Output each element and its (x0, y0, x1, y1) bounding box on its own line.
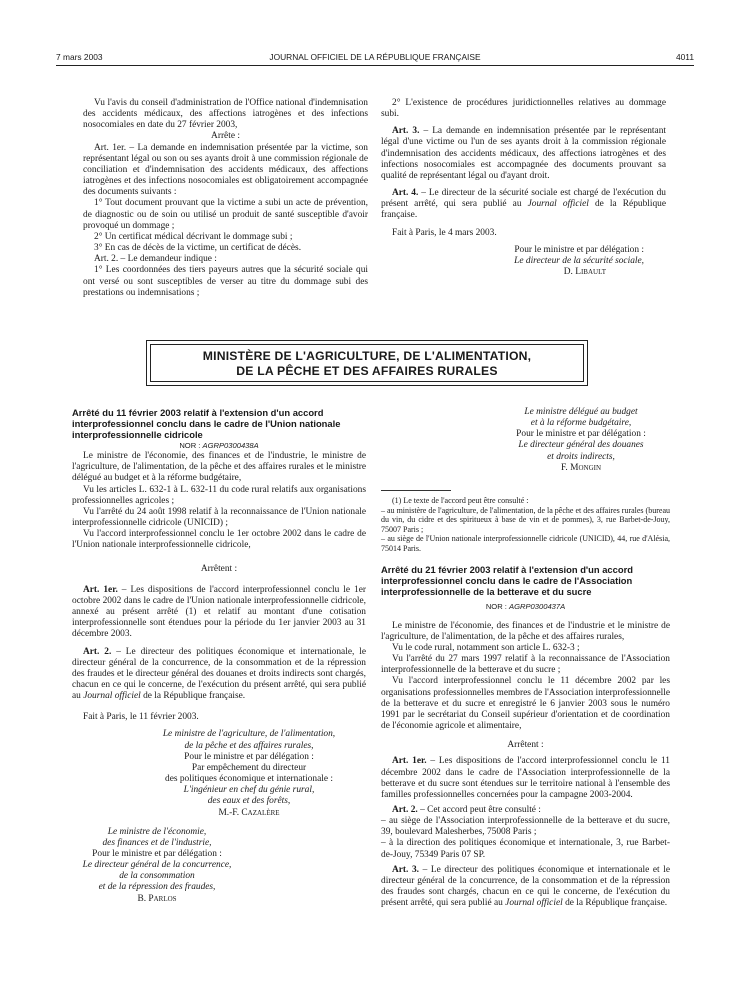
signature-line: de la pêche et des affaires rurales, (184, 740, 314, 751)
signature-line: des finances et de l'industrie, (102, 837, 212, 848)
footnote-line: – au ministère de l'agriculture, de l'alimentation, de la pêche et des affaires rurales (bureau du vin, du cidre et des spiritueux à base de vin et de pommes), 3, rue Barbet-de-Jouy, 75007 Paris ; (381, 505, 670, 534)
signature-name: F. Mongin (560, 462, 602, 473)
nor-value: AGRP0300437A (509, 601, 566, 611)
header-journal-title: JOURNAL OFFICIEL DE LA RÉPUBLIQUE FRANÇAISE (269, 52, 481, 62)
paragraph: Vu les articles L. 632-1 à L. 632-11 du code rural relatifs aux organisations professionnelles agricoles ; (72, 484, 366, 506)
lower-right-column (381, 407, 670, 909)
article-1 (72, 585, 366, 641)
article-label: Art. 2. (392, 805, 418, 815)
signature-line: des eaux et des forêts, (207, 796, 291, 807)
paragraph: Art. 2. – Le demandeur indique : (94, 254, 217, 265)
signature-line: Pour le ministre et par délégation : (92, 849, 222, 859)
nor-label: NOR : (179, 441, 203, 450)
article-2 (381, 805, 670, 816)
nor-reference (381, 601, 670, 612)
paragraph: 1° Les coordonnées des tiers payeurs autres que la sécurité sociale qui ont versé ou sont susceptibles de verser au titre du dommage subi des prestations ou indemnisations ; (83, 265, 368, 298)
signature-line: Pour le ministre et par délégation : (514, 244, 644, 255)
header-page-number: 4011 (675, 52, 694, 62)
footnote-rule (381, 490, 451, 491)
signature-line: Le directeur général des douanes (518, 440, 644, 451)
article-2 (72, 647, 366, 703)
signature-block-agriculture (72, 729, 366, 818)
article-text: – Cet accord peut être consulté : (417, 805, 541, 815)
arrete-title: Arrêté du 21 février 2003 relatif à l'extension d'un accord interprofessionnel conclu dans le cadre de l'Association interprofessionnelle de la betterave et du sucre (381, 563, 633, 597)
article-label: Art. 2. (83, 646, 112, 657)
article-text: de la République française. (140, 691, 246, 702)
list-item: – au siège de l'Association interprofessionnelle de la betterave et du sucre, 39, boulevard Malesherbes, 75008 Paris ; (381, 816, 670, 838)
journal-officiel-ref: Journal officiel (527, 199, 589, 210)
nor-reference (72, 440, 366, 451)
journal-officiel-ref: Journal officiel (83, 691, 141, 702)
paragraph: Vu l'accord interprofessionnel conclu le 11 décembre 2002 par les organisations professionnelles membres de l'Association interprofessionnelle de la betterave et du sucre et enregistré le 6 janvier 2003 sous le numéro 1991 par le secrétariat du Conseil supérieur d'orientation et de coordination de l'économie agricole et alimentaire, (381, 676, 670, 732)
paragraph: Le ministre de l'économie, des finances et de l'industrie, le ministre de l'agriculture, de l'alimentation, de la pêche et des affaires rurales et le ministre délégué au budget et à la réforme budgétaire, (72, 451, 366, 484)
nor-label: NOR : (485, 601, 510, 611)
article-text: – Le directeur des politiques économique et internationale, le directeur général de la concurrence, de la consommation et de la répression des fraudes et le directeur général des douanes et droits indirects sont chargés, chacun en ce qui le concerne, de l'exécution du présent arrêté, qui sera publié au (72, 646, 366, 702)
signature-line: et droits indirects, (547, 451, 615, 462)
paragraph: 2° Un certificat médical décrivant le dommage subi ; (94, 231, 293, 242)
ministry-heading-line: DE LA PÊCHE ET DES AFFAIRES RURALES (236, 364, 498, 378)
nor-value: AGRP0300438A (202, 441, 259, 450)
paragraph: Vu l'accord interprofessionnel conclu le 1er octobre 2002 dans le cadre de l'Union nationale interprofessionnelle cidricole, (72, 529, 366, 551)
list-item: – à la direction des politiques économique et internationale, 3, rue Barbet-de-Jouy, 75349 Paris 07 SP. (381, 838, 670, 860)
article-3 (381, 126, 666, 182)
footnote-line: – au siège de l'Union nationale interprofessionnelle cidricole (UNICID), 44, rue d'Alésia, 75014 Paris. (381, 534, 670, 553)
signature-line: Le directeur général de la concurrence, (82, 860, 232, 871)
signature-line: L'ingénieur en chef du génie rural, (183, 785, 315, 796)
signature-line: Le ministre de l'économie, (107, 826, 207, 837)
signature-line: Pour le ministre et par délégation : (184, 751, 314, 762)
fait-a-paris: Fait à Paris, le 4 mars 2003. (392, 227, 497, 238)
signature-line: Par empêchement du directeur (191, 762, 307, 773)
signature-line: des politiques économique et internationale : (165, 774, 333, 785)
article-text: de la République française. (381, 199, 666, 221)
article-label: Art. 3. (392, 864, 420, 875)
signature-line: Le directeur de la sécurité sociale, (514, 255, 644, 266)
article-label: Art. 3. (392, 126, 420, 137)
paragraph: 2° L'existence de procédures juridictionnelles relatives au dommage subi. (381, 98, 666, 120)
arretent-heading: Arrêtent : (507, 740, 544, 751)
paragraph: Vu l'arrêté du 24 août 1998 relatif à la reconnaissance de l'Union nationale interprofessionnelle cidricole (UNICID) ; (72, 506, 366, 529)
footnote-line: (1) Le texte de l'accord peut être consulté : (392, 495, 529, 505)
page-header (56, 52, 694, 66)
article-3 (381, 865, 670, 910)
paragraph: Le ministre de l'économie, des finances et de l'industrie et le ministre de l'agriculture, de l'alimentation, de la pêche et des affaires rurales, (381, 620, 670, 642)
signature-block-economie (72, 827, 242, 905)
journal-officiel-ref: Journal officiel (505, 898, 563, 909)
paragraph: Vu l'avis du conseil d'administration de l'Office national d'indemnisation des accidents médicaux, des affections iatrogènes et des infections nosocomiales en date du 27 février 2003, (83, 98, 368, 131)
arrete-title: Arrêté du 11 février 2003 relatif à l'extension d'un accord interprofessionnel conclu dans le cadre de l'Union nationale interprofessionnelle cidricole (72, 407, 341, 440)
signature-name: B. Parlos (137, 893, 177, 904)
signature-line: et à la réforme budgétaire, (530, 418, 632, 429)
signature-line: Pour le ministre et par délégation : (516, 429, 646, 440)
article-1 (381, 756, 670, 801)
header-rule (56, 65, 694, 66)
ministry-heading-box (146, 340, 588, 386)
article-4 (381, 188, 666, 221)
signature-line: et de la répression des fraudes, (98, 882, 216, 893)
signature-line: Le ministre délégué au budget (524, 407, 638, 417)
article-text: – Les dispositions de l'accord interprofessionnel conclu le 1er octobre 2002 dans le cadre de l'Union nationale interprofessionnelle cidricole, annexé au présent arrêté (1) et relatif au montant d'une cotisation interprofessionnelle sont étendues pour la période du 1er janvier 2003 au 31 décembre 2003. (72, 584, 366, 640)
article-text: de la République française. (562, 898, 668, 909)
article-label: Art. 1er. (83, 584, 118, 595)
article-text: – Les dispositions de l'accord interprofessionnel conclu le 11 décembre 2002 dans le cadre de l'Association interprofessionnelle de la betterave et du sucre sont étendues sur le territoire national à l'ensemble des familles professionnelles concernées pour la campagne 2003-2004. (381, 756, 670, 800)
paragraph: Art. 1er. – La demande en indemnisation présentée par la victime, son représentant légal ou son ou ses ayants droit à une commission régionale de conciliation et d'indemnisation des accidents médicaux, des affections iatrogènes et des infections nosocomiales est obligatoirement accompagnée des documents suivants : (83, 142, 368, 198)
article-label: Art. 4. (392, 188, 419, 199)
signature-name: M.-F. Cazalère (218, 807, 280, 818)
signature-block-budget (381, 407, 671, 474)
signature-line: Le ministre de l'agriculture, de l'alimentation, (162, 729, 336, 740)
top-right-column (381, 98, 666, 278)
signature-line: de la consommation (119, 871, 195, 882)
signature-name: D. Libault (563, 267, 606, 278)
paragraph: 3° En cas de décès de la victime, un certificat de décès. (94, 243, 302, 254)
paragraph: Vu le code rural, notamment son article L. 632-3 ; (392, 642, 580, 653)
arretent-heading: Arrêtent : (200, 563, 238, 574)
article-text: – La demande en indemnisation présentée par le représentant légal d'une victime ou l'un de ses ayants droit à la commission régionale d'indemnisation des accidents médicaux, des affections iatrogènes et des infections nosocomiales est accompagnée des documents prouvant sa qualité de représentant légal ou d'ayant droit. (381, 126, 666, 181)
article-text: – Le directeur des politiques économique et internationale et le directeur général de la concurrence, de la consommation et de la répression des fraudes sont chargés, chacun en ce qui le concerne, de l'exécution du présent arrêté, qui sera publié au (381, 864, 670, 909)
lower-left-column (72, 407, 366, 905)
ministry-heading-line: MINISTÈRE DE L'AGRICULTURE, DE L'ALIMENTATION, (202, 349, 532, 363)
paragraph: 1° Tout document prouvant que la victime a subi un acte de prévention, de diagnostic ou de soin ou utilisé un produit de santé susceptible d'avoir provoqué un dommage ; (83, 198, 368, 231)
fait-a-paris: Fait à Paris, le 11 février 2003. (83, 712, 199, 723)
article-text: – Le directeur de la sécurité sociale est chargé de l'exécution du présent arrêté, qui sera publié au (381, 188, 666, 210)
paragraph: Vu l'arrêté du 27 mars 1997 relatif à la reconnaissance de l'Association interprofessionnelle de la betterave et du sucre ; (381, 654, 670, 676)
top-left-column (83, 98, 368, 299)
arrete-heading: Arrête : (211, 131, 240, 142)
header-date: 7 mars 2003 (56, 52, 103, 62)
article-label: Art. 1er. (392, 756, 427, 767)
footnote (381, 496, 670, 554)
